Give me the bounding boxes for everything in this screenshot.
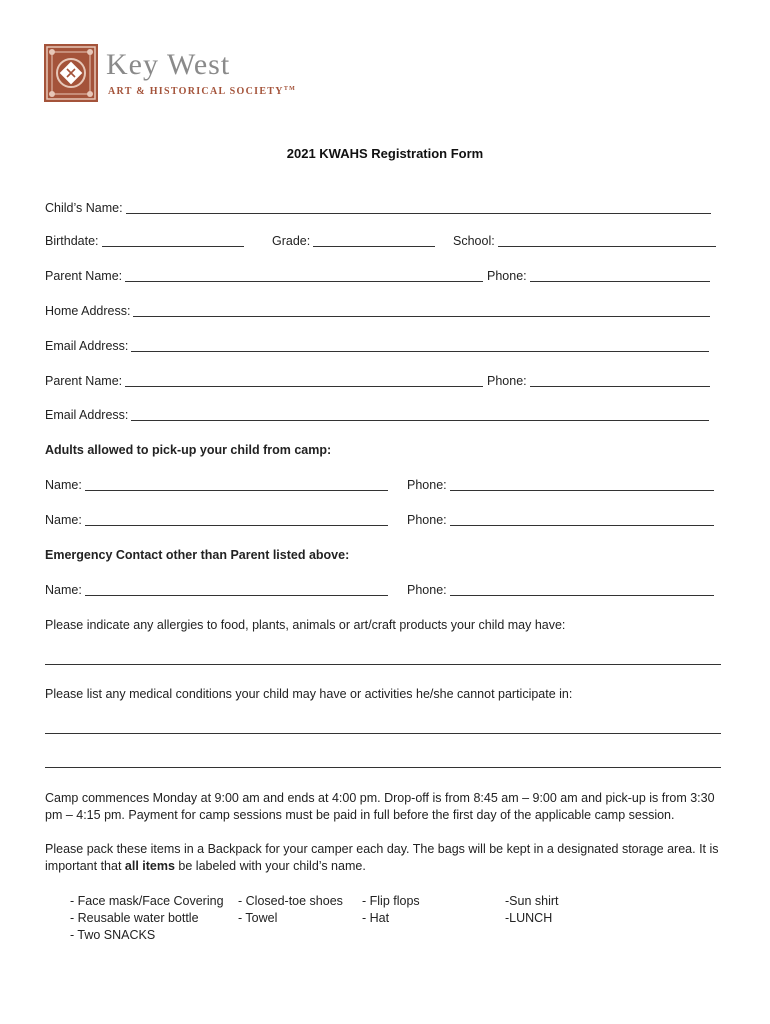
grade-field[interactable] (313, 233, 435, 247)
parent-phone-field-2[interactable] (530, 373, 710, 387)
packing-column-2 (238, 893, 343, 927)
list-item: - Hat (362, 911, 390, 925)
packing-column-1 (70, 893, 224, 944)
list-item: - Closed-toe shoes (238, 894, 343, 908)
pickup-phone-field-1[interactable] (450, 477, 714, 491)
society-logo (44, 44, 297, 106)
pickup-phone-field-2[interactable] (450, 512, 714, 526)
list-item: - Face mask/Face Covering (70, 894, 224, 908)
packing-column-3 (362, 893, 420, 927)
allergies-prompt: Please indicate any allergies to food, plants, animals or art/craft products your child may have: (45, 618, 566, 632)
parent-phone-field-1[interactable] (530, 268, 710, 282)
emergency-phone-field[interactable] (450, 582, 714, 596)
medical-field-2[interactable] (45, 767, 721, 768)
pickup-name-field-1[interactable] (85, 477, 388, 491)
logo-subtitle: ART & HISTORICAL SOCIETY™ (108, 86, 297, 97)
list-item: - Towel (238, 911, 278, 925)
list-item: -LUNCH (505, 911, 553, 925)
form-title: 2021 KWAHS Registration Form (286, 146, 484, 161)
parent-name-field-2[interactable] (125, 373, 483, 387)
email-field-2[interactable] (131, 407, 709, 421)
list-item: - Two SNACKS (70, 928, 156, 942)
emergency-name-field[interactable] (85, 582, 388, 596)
packing-column-4 (505, 893, 559, 927)
logo-name: Key West (106, 48, 231, 81)
logo-tm: TM (283, 86, 297, 92)
medical-prompt: Please list any medical conditions your child may have or activities he/she cannot participate in: (45, 687, 573, 701)
pack-info: Please pack these items in a Backpack for your camper each day. The bags will be kept in a designated storage area. It is important that all items be labeled with your child’s name. (45, 842, 719, 873)
list-item: - Reusable water bottle (70, 911, 199, 925)
list-item: - Flip flops (362, 894, 420, 908)
list-item: -Sun shirt (505, 894, 559, 908)
child-name-field[interactable] (126, 200, 711, 214)
camp-info: Camp commences Monday at 9:00 am and ends at 4:00 pm. Drop-off is from 8:45 am – 9:00 am and pick-up is from 3:30 pm – 4:15 pm. Payment for camp sessions must be paid in full before the first day of the applicable camp session. (45, 791, 715, 822)
medical-field-1[interactable] (45, 733, 721, 734)
home-address-field[interactable] (133, 303, 710, 317)
email-field-1[interactable] (131, 338, 709, 352)
allergies-field[interactable] (45, 664, 721, 665)
pickup-name-field-2[interactable] (85, 512, 388, 526)
pack-info-emphasis: all items (124, 859, 175, 873)
birthdate-field[interactable] (102, 233, 244, 247)
logo-emblem-icon (44, 44, 98, 102)
emergency-heading: Emergency Contact other than Parent listed above: (45, 548, 350, 562)
school-field[interactable] (498, 233, 716, 247)
parent-name-field-1[interactable] (125, 268, 483, 282)
pickup-heading: Adults allowed to pick-up your child from camp: (45, 443, 332, 457)
